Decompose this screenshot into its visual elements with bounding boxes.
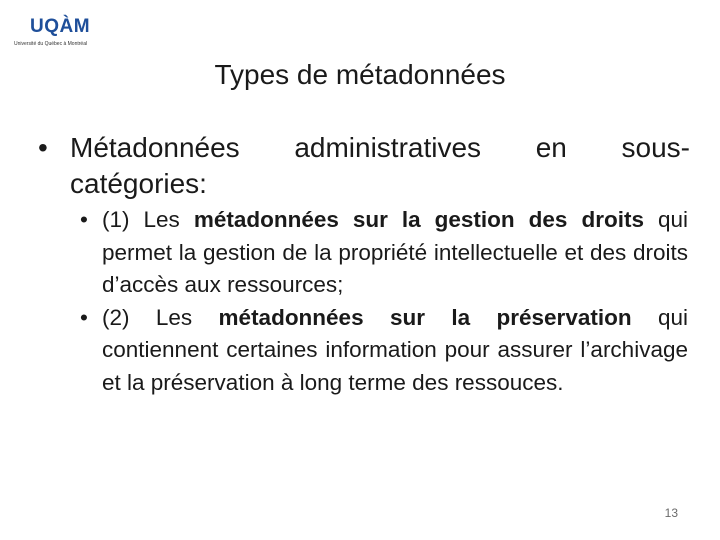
- sub-bullet-bold: métadonnées sur la préservation: [218, 304, 632, 330]
- sub-bullet-bold: métadonnées sur la gestion des droits: [193, 207, 644, 232]
- sub-bullet-suffix: qui permet la gestion de la propriété intellectuelle et des droits d’accès aux ressources;: [102, 207, 689, 297]
- sub-bullet-rights: [80, 204, 688, 302]
- main-bullet-line-2: catégories:: [70, 168, 207, 199]
- uqam-logo: [14, 16, 94, 50]
- page-number: 13: [664, 506, 678, 520]
- sub-bullet-prefix: (1) Les: [102, 207, 194, 232]
- logo-mark: UQÀM: [30, 16, 91, 37]
- sub-bullet-list: [80, 204, 688, 399]
- logo-subtitle: Université du Québec à Montréal: [14, 41, 88, 47]
- main-bullet: [38, 130, 690, 202]
- slide-title: Types de métadonnées: [214, 59, 506, 90]
- main-bullet-word: en: [535, 132, 567, 163]
- sub-bullet-preservation: [80, 302, 688, 400]
- bullet-icon: •: [80, 304, 88, 330]
- sub-bullet-suffix: qui contiennent certaines information pour assurer l’archivage et la préservation à long terme des ressouces.: [102, 304, 688, 395]
- main-bullet-text: [70, 130, 690, 202]
- main-bullet-word: sous-: [621, 132, 690, 163]
- main-bullet-line-1: [70, 130, 690, 166]
- sub-bullet-prefix: (2) Les: [102, 304, 219, 330]
- bullet-icon: •: [80, 207, 88, 232]
- bullet-icon: •: [38, 132, 48, 163]
- main-bullet-word: administratives: [294, 132, 482, 163]
- main-bullet-word: Métadonnées: [70, 132, 240, 163]
